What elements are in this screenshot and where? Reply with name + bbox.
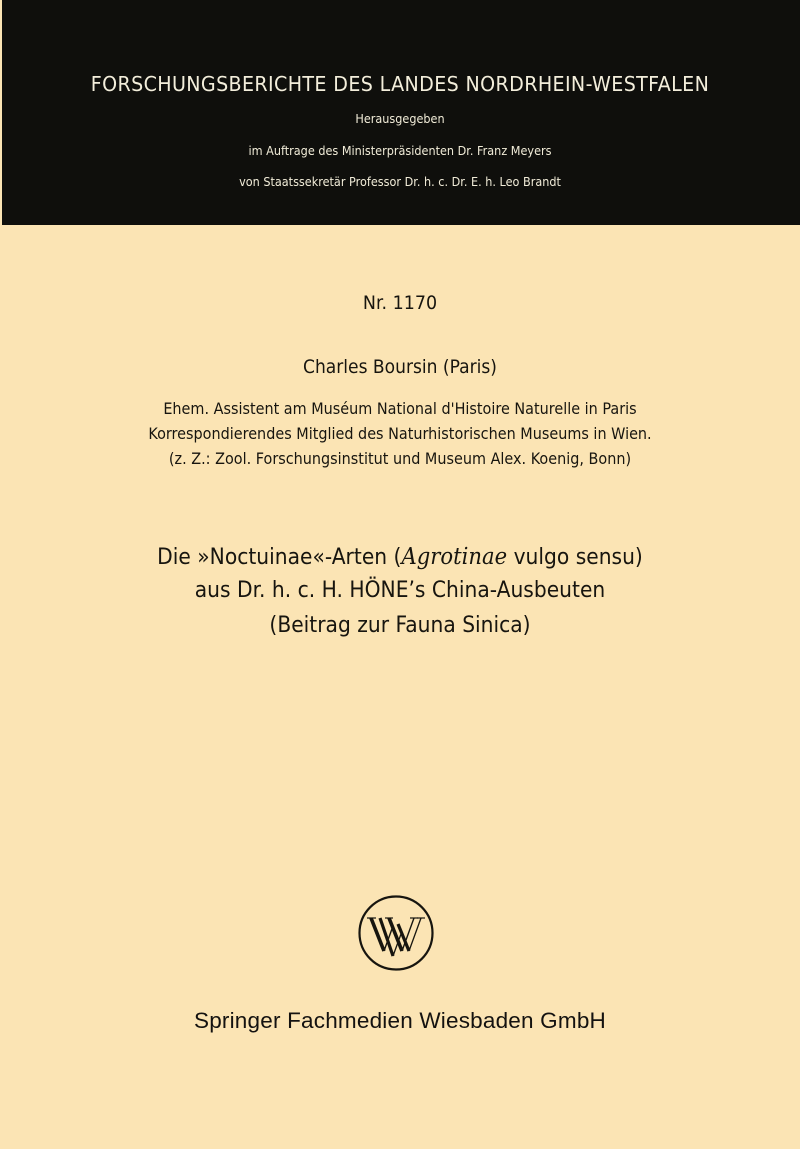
title-italic-taxon: Agrotinae	[401, 542, 508, 570]
header-commission-line: im Auftrage des Ministerpräsidenten Dr. Franz Meyers	[248, 143, 552, 158]
author-affiliation: (z. Z.: Zool. Forschungsinstitut und Museum Alex. Koenig, Bonn)	[168, 449, 632, 468]
series-title: FORSCHUNGSBERICHTE DES LANDES NORDRHEIN-WESTFALEN	[90, 72, 710, 96]
book-title-line-2: aus Dr. h. c. H. HÖNE’s China-Ausbeuten	[194, 577, 606, 603]
title-text: Die »Noctuinae«-Arten (	[157, 544, 402, 570]
volume-number: Nr. 1170	[362, 292, 438, 314]
title-text: vulgo sensu)	[507, 544, 643, 570]
book-title-line-1	[40, 542, 760, 570]
author-affiliation: Korrespondierendes Mitglied des Naturhistorischen Museums in Wien.	[148, 424, 652, 443]
author-name: Charles Boursin (Paris)	[303, 356, 497, 378]
book-title-line-3: (Beitrag zur Fauna Sinica)	[269, 612, 531, 638]
springer-ww-logo-icon	[357, 894, 435, 972]
header-editor-line: Herausgegeben	[355, 111, 445, 126]
publisher-name: Springer Fachmedien Wiesbaden GmbH	[194, 1008, 606, 1033]
author-affiliation: Ehem. Assistent am Muséum National d'Histoire Naturelle in Paris	[163, 399, 637, 418]
header-secretary-line: von Staatssekretär Professor Dr. h. c. Dr. E. h. Leo Brandt	[239, 174, 561, 189]
